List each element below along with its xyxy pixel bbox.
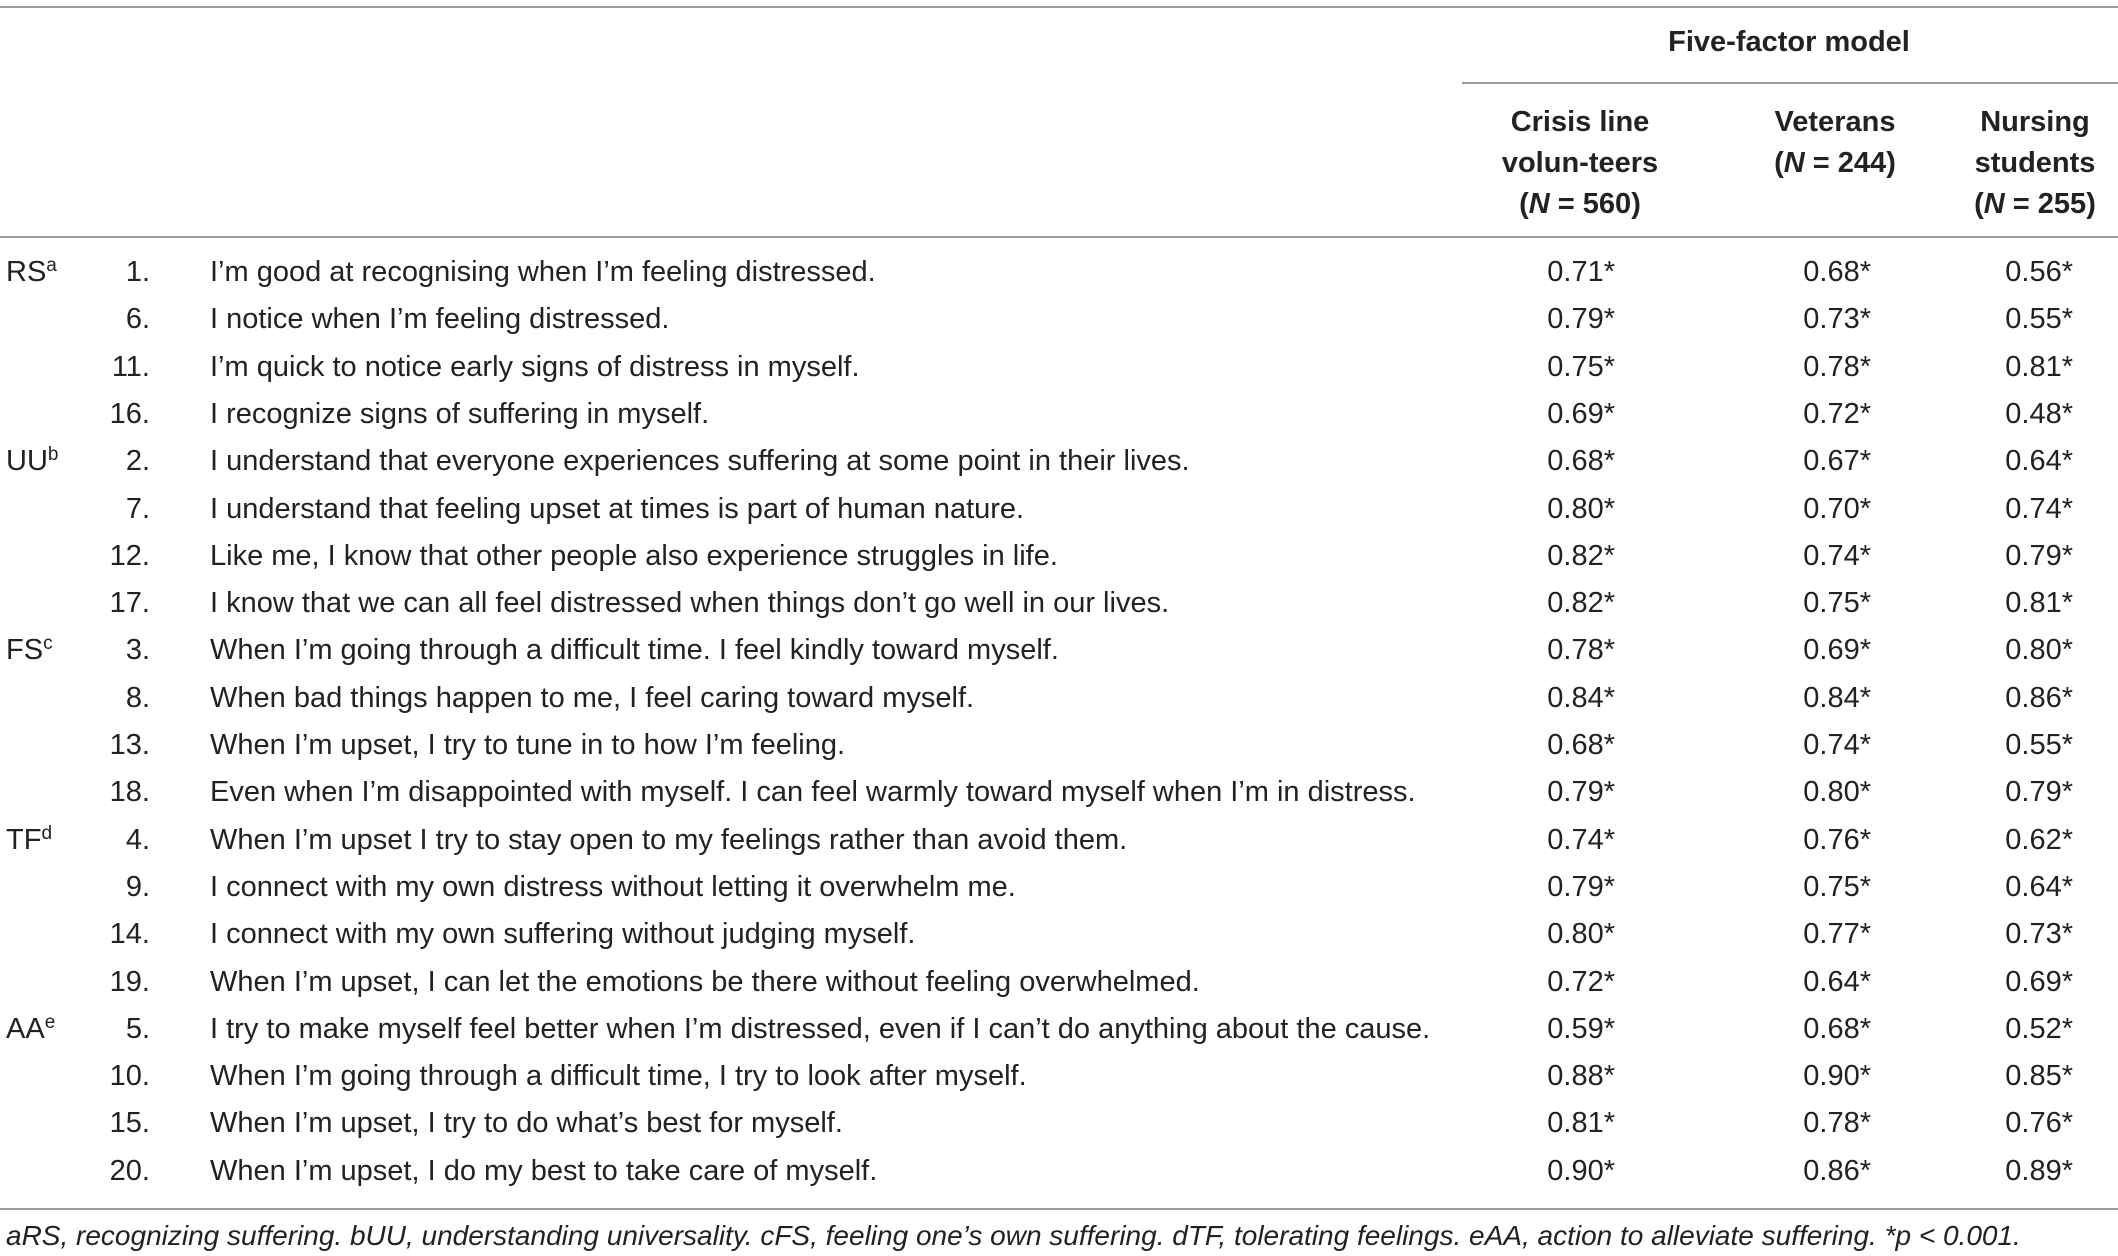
loading-crisis-line: 0.68* [1547, 729, 1615, 761]
table-row [0, 1148, 2118, 1195]
header-rule [0, 236, 2118, 238]
item-number: 18. [109, 776, 150, 809]
table-row [0, 817, 2118, 864]
loading-crisis-line: 0.79* [1547, 303, 1615, 336]
loading-nursing-students: 0.64* [2005, 445, 2073, 478]
loading-veterans: 0.76* [1803, 823, 1871, 856]
item-text: When I’m upset, I do my best to take care of myself. [210, 1154, 878, 1187]
column-header-nursing-students [1950, 102, 2118, 225]
loading-veterans: 0.70* [1803, 492, 1871, 525]
loading-nursing-students: 0.85* [2005, 1060, 2073, 1093]
subscale-label [6, 1006, 55, 1056]
loading-nursing-students: 0.79* [2005, 539, 2073, 572]
column-header-veterans [1710, 102, 1960, 184]
item-number: 1. [125, 256, 150, 288]
subscale-abbr: TF [6, 823, 42, 856]
item-number: 10. [109, 1060, 150, 1093]
loading-nursing-students: 0.62* [2005, 823, 2073, 856]
subscale-label [6, 438, 58, 488]
loading-nursing-students: 0.86* [2005, 681, 2073, 714]
item-number: 12. [109, 539, 150, 572]
loading-crisis-line: 0.82* [1547, 539, 1615, 572]
item-text: I recognize signs of suffering in myself. [210, 397, 710, 430]
table-row [0, 391, 2118, 438]
loading-nursing-students: 0.81* [2005, 587, 2073, 620]
table-row [0, 486, 2118, 533]
table-row [0, 580, 2118, 627]
item-text: When I’m upset, I can let the emotions be there without feeling overwhelmed. [210, 965, 1200, 998]
item-number: 19. [109, 965, 150, 998]
loading-veterans: 0.68* [1803, 1012, 1871, 1045]
loading-crisis-line: 0.79* [1547, 776, 1615, 809]
table-row [0, 1006, 2118, 1053]
loading-crisis-line: 0.71* [1547, 256, 1615, 288]
item-number: 4. [125, 823, 150, 856]
loading-veterans: 0.80* [1803, 776, 1871, 809]
loading-nursing-students: 0.73* [2005, 918, 2073, 951]
loading-crisis-line: 0.82* [1547, 587, 1615, 620]
subscale-abbr: UU [6, 445, 48, 478]
item-text: I connect with my own suffering without judging myself. [210, 918, 916, 951]
item-number: 5. [125, 1012, 150, 1045]
loading-veterans: 0.73* [1803, 303, 1871, 336]
item-text: When I’m going through a difficult time, I try to look after myself. [210, 1060, 1027, 1093]
column-header-line: volun-teers [1501, 147, 1659, 179]
loading-crisis-line: 0.80* [1547, 492, 1615, 525]
loading-nursing-students: 0.74* [2005, 492, 2073, 525]
table-row [0, 959, 2118, 1006]
item-text: I understand that feeling upset at times is part of human nature. [210, 492, 1025, 525]
loading-veterans: 0.75* [1803, 587, 1871, 620]
table-row [0, 249, 2118, 296]
item-text: When I’m upset I try to stay open to my feelings rather than avoid them. [210, 823, 1128, 856]
item-text: When bad things happen to me, I feel caring toward myself. [210, 681, 975, 714]
table-row [0, 344, 2118, 391]
item-number: 3. [125, 634, 150, 667]
table-row [0, 1053, 2118, 1100]
loading-crisis-line: 0.59* [1547, 1012, 1615, 1045]
item-number: 20. [109, 1154, 150, 1187]
loading-nursing-students: 0.81* [2005, 350, 2073, 383]
item-number: 15. [109, 1107, 150, 1140]
n-symbol: N [1983, 188, 2005, 220]
loading-veterans: 0.68* [1803, 256, 1871, 288]
subscale-abbr: AA [6, 1012, 45, 1045]
loading-veterans: 0.78* [1803, 350, 1871, 383]
table-row [0, 911, 2118, 958]
column-header-line: Veterans [1774, 106, 1896, 138]
loading-crisis-line: 0.84* [1547, 681, 1615, 714]
item-text: I understand that everyone experiences suffering at some point in their lives. [210, 445, 1190, 478]
loading-crisis-line: 0.74* [1547, 823, 1615, 856]
loading-nursing-students: 0.55* [2005, 729, 2073, 761]
table-row [0, 675, 2118, 722]
item-text: I’m good at recognising when I’m feeling distressed. [210, 256, 876, 288]
table-row [0, 769, 2118, 816]
loading-nursing-students: 0.79* [2005, 776, 2073, 809]
item-number: 13. [109, 729, 150, 761]
item-number: 7. [125, 492, 150, 525]
table-row [0, 296, 2118, 343]
loading-veterans: 0.90* [1803, 1060, 1871, 1093]
item-number: 2. [125, 445, 150, 478]
loading-crisis-line: 0.75* [1547, 350, 1615, 383]
item-text: I know that we can all feel distressed when things don’t go well in our lives. [210, 587, 1170, 620]
item-text: I’m quick to notice early signs of distress in myself. [210, 350, 860, 383]
loading-crisis-line: 0.88* [1547, 1060, 1615, 1093]
loading-nursing-students: 0.52* [2005, 1012, 2073, 1045]
item-text: I try to make myself feel better when I’m distressed, even if I can’t do anything about the cause. [210, 1012, 1431, 1045]
loading-nursing-students: 0.64* [2005, 870, 2073, 903]
n-value: = 255 [2004, 188, 2087, 220]
loading-nursing-students: 0.69* [2005, 965, 2073, 998]
loading-veterans: 0.84* [1803, 681, 1871, 714]
loading-crisis-line: 0.79* [1547, 870, 1615, 903]
item-text: When I’m upset, I try to do what’s best for myself. [210, 1107, 843, 1140]
loading-crisis-line: 0.80* [1547, 918, 1615, 951]
loading-veterans: 0.67* [1803, 445, 1871, 478]
footnote-marker: b [47, 444, 59, 466]
bottom-rule [0, 1208, 2118, 1210]
column-header-n: (N = 255) [1974, 188, 2096, 220]
loading-veterans: 0.86* [1803, 1154, 1871, 1187]
group-header: Five-factor model [1668, 26, 1910, 58]
item-number: 14. [109, 918, 150, 951]
column-header-line: students [1974, 147, 2096, 179]
loading-veterans: 0.74* [1803, 729, 1871, 761]
item-text: I connect with my own distress without letting it overwhelm me. [210, 870, 1016, 903]
group-header-rule [1462, 82, 2118, 84]
loading-veterans: 0.64* [1803, 965, 1871, 998]
subscale-abbr: FS [6, 634, 44, 667]
table-row [0, 438, 2118, 485]
subscale-abbr: RS [6, 256, 47, 288]
table-row [0, 1100, 2118, 1147]
footnote-marker: a [46, 255, 57, 276]
footnote-marker: d [41, 822, 53, 844]
table-row [0, 722, 2118, 769]
loading-veterans: 0.74* [1803, 539, 1871, 572]
item-text: When I’m going through a difficult time. I feel kindly toward myself. [210, 634, 1059, 667]
item-text: I notice when I’m feeling distressed. [210, 303, 670, 336]
item-number: 6. [125, 303, 150, 336]
loading-nursing-students: 0.55* [2005, 303, 2073, 336]
loading-crisis-line: 0.81* [1547, 1107, 1615, 1140]
item-number: 11. [111, 350, 150, 383]
column-header-crisis-line [1440, 102, 1720, 225]
loading-veterans: 0.69* [1803, 634, 1871, 667]
loading-veterans: 0.77* [1803, 918, 1871, 951]
subscale-label [6, 627, 53, 677]
loading-crisis-line: 0.68* [1547, 445, 1615, 478]
item-text: Like me, I know that other people also experience struggles in life. [210, 539, 1058, 572]
column-header-n: (N = 244) [1774, 147, 1896, 179]
footnote-marker: e [44, 1011, 56, 1033]
table-footnote: aRS, recognizing suffering. bUU, understanding universality. cFS, feeling one’s own suffering. dTF, tolerating feelings. eAA, action to alleviate suffering. *p < 0.001. [6, 1220, 2021, 1251]
table-row [0, 533, 2118, 580]
loading-crisis-line: 0.78* [1547, 634, 1615, 667]
n-symbol: N [1528, 188, 1550, 220]
table-row [0, 627, 2118, 674]
column-header-n: (N = 560) [1519, 188, 1641, 220]
loading-crisis-line: 0.90* [1547, 1154, 1615, 1187]
item-number: 17. [109, 587, 150, 620]
loading-nursing-students: 0.48* [2005, 397, 2073, 430]
loading-nursing-students: 0.76* [2005, 1107, 2073, 1140]
n-value: = 244 [1804, 147, 1887, 179]
loading-veterans: 0.75* [1803, 870, 1871, 903]
item-number: 8. [125, 681, 150, 714]
subscale-label [6, 817, 52, 867]
item-text: Even when I’m disappointed with myself. I can feel warmly toward myself when I’m in distress. [210, 776, 1416, 809]
column-header-line: Crisis line [1510, 106, 1650, 138]
item-number: 9. [125, 870, 150, 903]
n-symbol: N [1783, 147, 1805, 179]
top-rule [0, 6, 2118, 8]
loading-crisis-line: 0.69* [1547, 397, 1615, 430]
subscale-label [6, 249, 57, 299]
item-text: When I’m upset, I try to tune in to how I’m feeling. [210, 729, 846, 761]
loading-veterans: 0.72* [1803, 397, 1871, 430]
footnote-marker: c [43, 633, 53, 655]
item-number: 16. [109, 397, 150, 430]
n-value: = 560 [1549, 188, 1632, 220]
column-header-line: Nursing [1980, 106, 2090, 138]
loading-veterans: 0.78* [1803, 1107, 1871, 1140]
loading-crisis-line: 0.72* [1547, 965, 1615, 998]
loading-nursing-students: 0.56* [2005, 256, 2073, 288]
loading-nursing-students: 0.89* [2005, 1154, 2073, 1187]
loading-nursing-students: 0.80* [2005, 634, 2073, 667]
table-row [0, 864, 2118, 911]
